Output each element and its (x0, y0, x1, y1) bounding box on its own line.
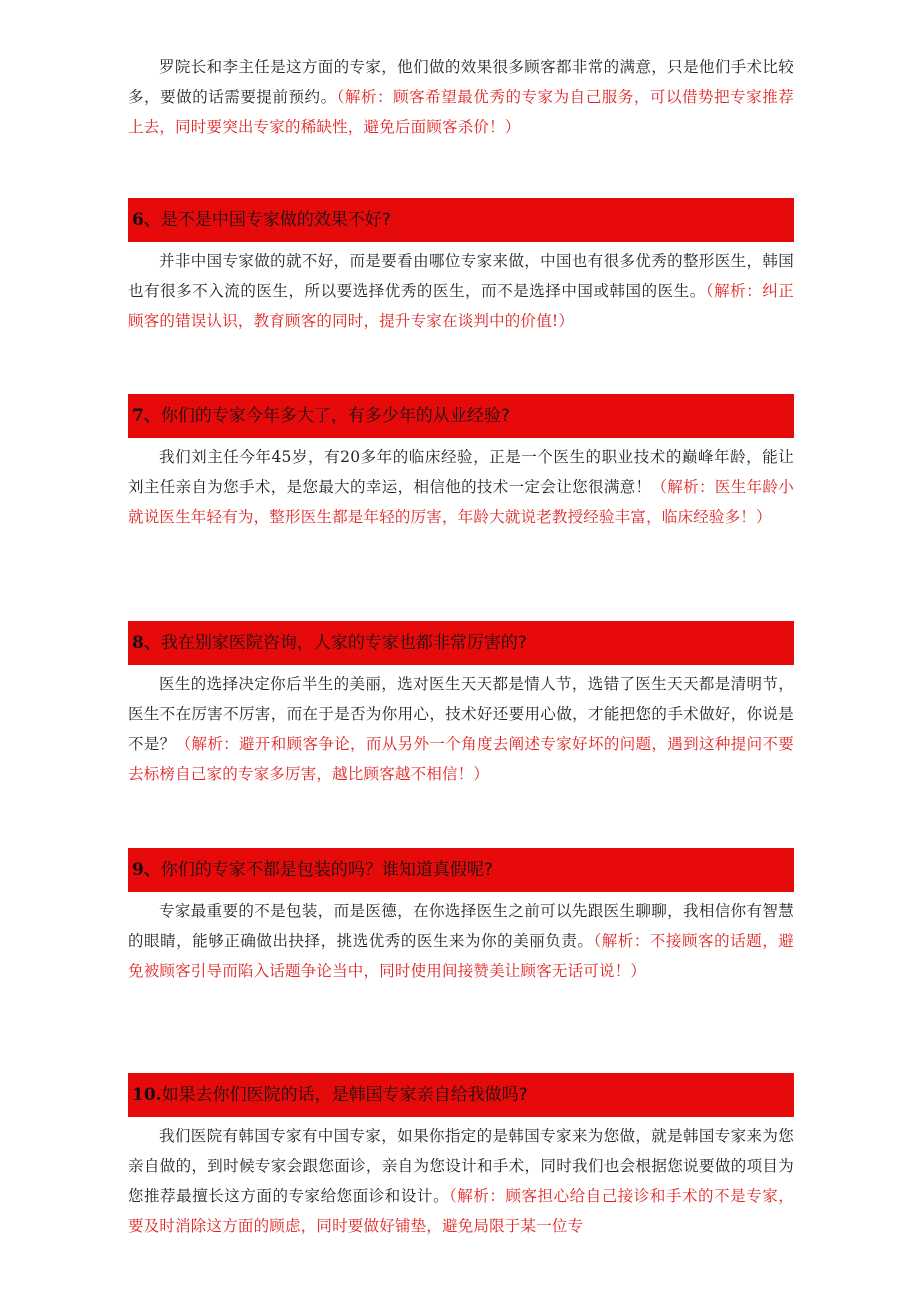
question-heading (128, 198, 794, 242)
question-text: 是不是中国专家做的效果不好? (160, 210, 391, 230)
question-heading (128, 394, 794, 438)
question-heading (128, 848, 794, 892)
answer-note: （解析：避开和顾客争论，而从另外一个角度去阐述专家好坏的问题，遇到这种提问不要去标榜自己家的专家多厉害，越比顾客越不相信！） (128, 735, 794, 783)
section-10 (128, 1073, 794, 1241)
answer-text: 我们医院有韩国专家有中国专家，如果你指定的是韩国专家来为您做，就是韩国专家来为您亲自做的，到时候专家会跟您面诊，亲自为您设计和手术，同时我们也会根据您说要做的项目为您推荐最擅长这方面的专家给您面诊和设计。 (128, 1127, 794, 1205)
section-6 (128, 198, 794, 336)
question-text: 如果去你们医院的话，是韩国专家亲自给我做吗? (161, 1085, 528, 1105)
intro-text: 罗院长和李主任是这方面的专家，他们做的效果很多顾客都非常的满意，只是他们手术比较多，要做的话需要提前预约。 (128, 58, 794, 106)
answer-note: （解析：顾客担心给自己接诊和手术的不是专家，要及时消除这方面的顾虑，同时要做好铺垫，避免局限于某一位专 (128, 1187, 794, 1235)
answer-paragraph (128, 442, 794, 532)
intro-note: （解析：顾客希望最优秀的专家为自己服务，可以借势把专家推荐上去，同时要突出专家的稀缺性，避免后面顾客杀价！） (128, 88, 794, 136)
answer-paragraph (128, 246, 794, 336)
answer-note: （解析：医生年龄小就说医生年轻有为，整形医生都是年轻的厉害，年龄大就说老教授经验丰富，临床经验多！） (128, 478, 794, 526)
question-number: 7、 (132, 406, 161, 426)
intro-paragraph (128, 52, 794, 142)
intro-block (128, 52, 794, 142)
answer-text: 并非中国专家做的就不好，而是要看由哪位专家来做，中国也有很多优秀的整形医生，韩国也有很多不入流的医生，所以要选择优秀的医生，而不是选择中国或韩国的医生。 (128, 252, 794, 300)
answer-paragraph (128, 1121, 794, 1241)
answer-text: 我们刘主任今年45岁，有20多年的临床经验，正是一个医生的职业技术的巅峰年龄，能让刘主任亲自为您手术，是您最大的幸运，相信他的技术一定会让您很满意！ (128, 448, 794, 496)
question-text: 我在别家医院咨询，人家的专家也都非常厉害的? (160, 633, 527, 653)
answer-text: 医生的选择决定你后半生的美丽，选对医生天天都是情人节，选错了医生天天都是清明节，医生不在厉害不厉害，而在于是否为你用心，技术好还要用心做，才能把您的手术做好，你说是不是？ (128, 675, 794, 753)
question-heading (128, 621, 794, 665)
question-text: 你们的专家今年多大了，有多少年的从业经验? (160, 406, 510, 426)
answer-note: （解析：不接顾客的话题，避免被顾客引导而陷入话题争论当中，同时使用间接赞美让顾客无话可说！） (128, 932, 794, 980)
question-number: 10. (132, 1085, 162, 1105)
question-text: 你们的专家不都是包装的吗？谁知道真假呢? (160, 860, 493, 880)
answer-note: （解析：纠正顾客的错误认识，教育顾客的同时，提升专家在谈判中的价值!） (128, 282, 794, 330)
section-9 (128, 848, 794, 986)
question-number: 8、 (132, 633, 161, 653)
section-7 (128, 394, 794, 532)
answer-paragraph (128, 896, 794, 986)
section-8 (128, 621, 794, 789)
question-number: 9、 (132, 860, 161, 880)
question-number: 6、 (132, 210, 161, 230)
answer-paragraph (128, 669, 794, 789)
question-heading (128, 1073, 794, 1117)
answer-text: 专家最重要的不是包装，而是医德，在你选择医生之前可以先跟医生聊聊，我相信你有智慧的眼睛，能够正确做出抉择，挑选优秀的医生来为你的美丽负责。 (128, 902, 794, 950)
